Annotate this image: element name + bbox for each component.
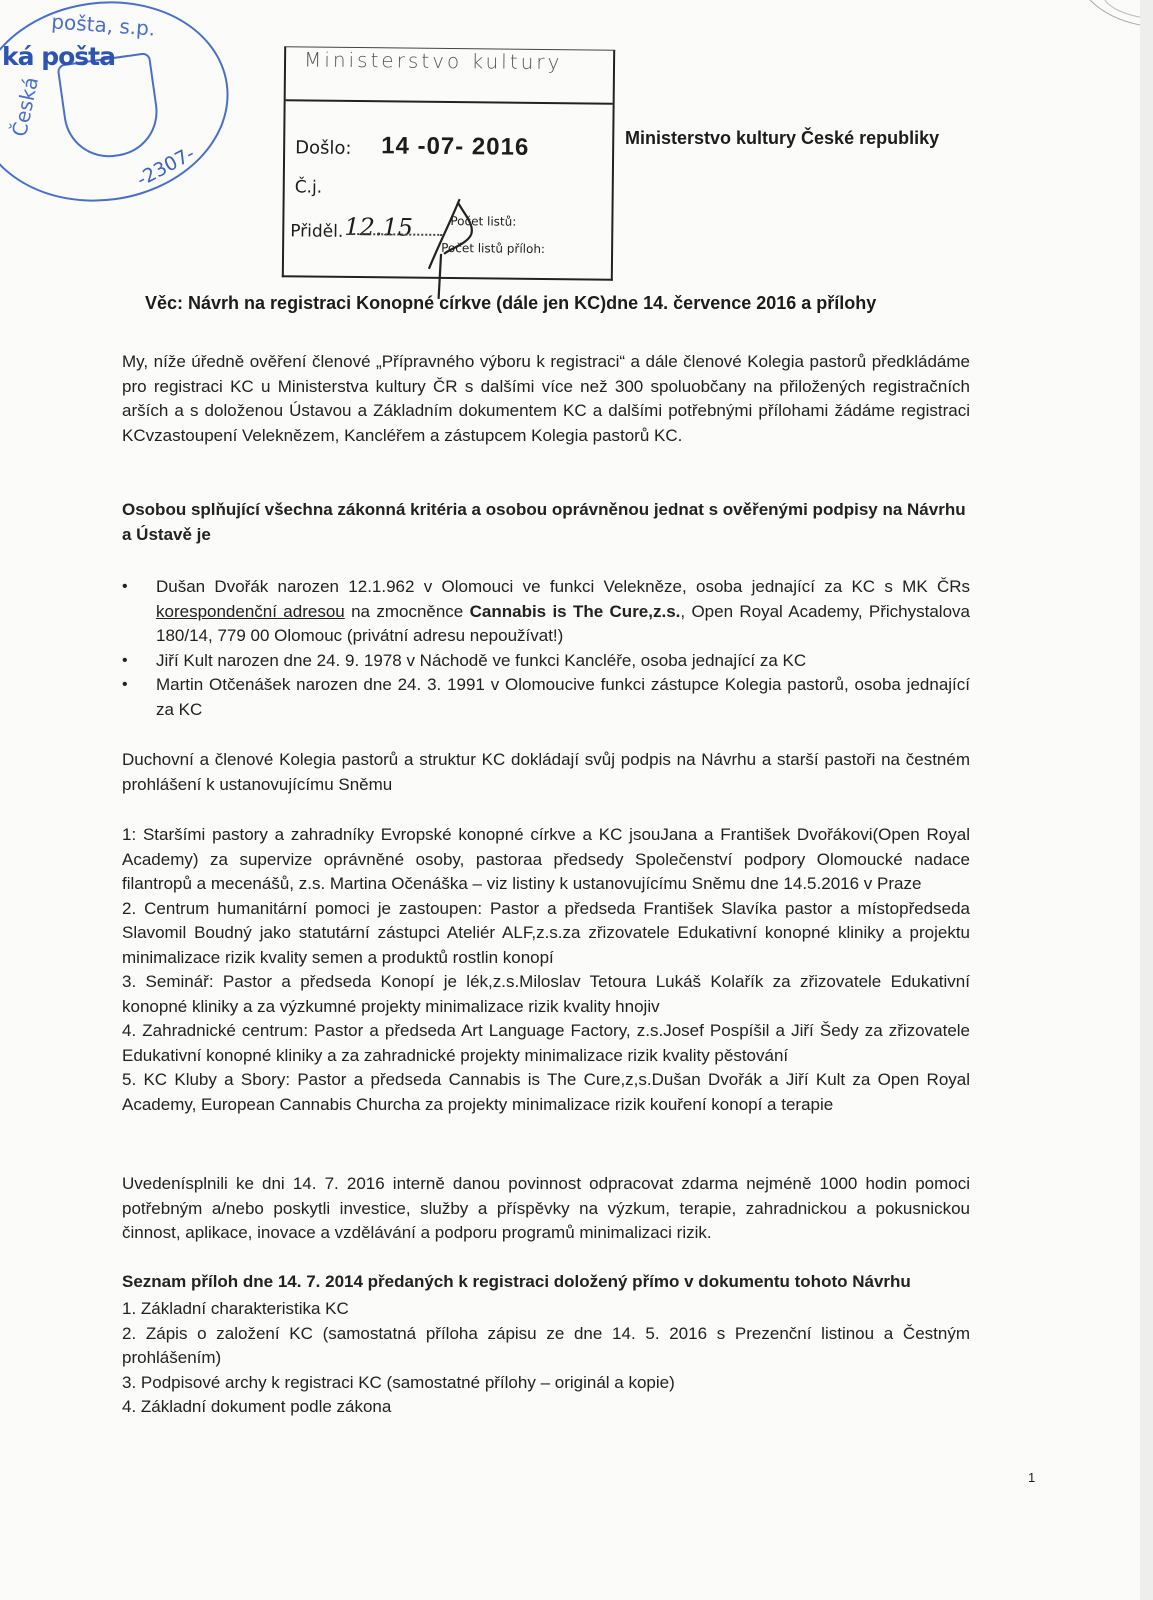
list-item [120,575,970,649]
list-item: 1. Základní charakteristika KC [122,1299,349,1318]
person-1-address: , Open Royal Academy, Přichystalova 180/14, 779 00 Olomouc (privátní adresu nepoužívat!) [156,601,970,645]
list-item: 2. Zápis o založení KC (samostatná příloha zápisu ze dne 14. 5. 2016 s Prezenční listinou a Čestným prohlášením) [122,1323,970,1367]
stamp-arc-text: pošta, s.p. [50,9,157,41]
attachments-list [122,1297,970,1420]
postal-stamp [0,0,242,218]
reference-label: Č.j. [294,177,323,198]
stamp-number: -2307- [133,142,199,192]
list-item: 4. Základní dokument podle zákona [122,1397,392,1416]
page-number: 1 [1028,1470,1036,1485]
receipt-divider [286,99,613,104]
assigned-label: Přiděl. [290,221,344,242]
person-1-text: Dušan Dvořák narozen 12.1.962 v Olomouci ve funkci Velekněze, osoba jednající za KC s MK ČRs [156,577,970,596]
clergy-paragraph: Duchovní a členové Kolegia pastorů a struktur KC dokládají svůj podpis na Návrhu a starší pastoři na čestném prohlášení k ustanovujícímu Sněmu [122,750,970,794]
page-edge [1140,0,1153,1600]
person-1-text-cont: na zmocněnce [344,601,470,621]
attachments-heading: Seznam příloh dne 14. 7. 2014 předaných k registraci doložený přímo v dokumentu tohoto Návrhu [122,1272,911,1291]
list-item: 1: Staršími pastory a zahradníky Evropské konopné církve a KC jsouJana a František Dvořákovi(Open Royal Academy) za supervize oprávněné osoby, pastoraa předsedy Společenství podpory Olomoucké nadace filantropů a mecenášů, z.s. Martina Očenáška – viz listiny k ustanovujícímu Sněmu dne 14.5.2016 v Praze [122,825,970,893]
received-label: Došlo: [295,137,352,159]
list-item: 5. KC Kluby a Sbory: Pastor a předseda Cannabis is The Cure,z,s.Dušan Dvořák a Jiří Kult za Open Royal Academy, European Cannabis Churcha za projekty minimalizace rizik kouření konopí a terapie [122,1070,970,1114]
list-item: • Martin Otčenášek narozen dne 24. 3. 1991 v Olomoucive funkci zástupce Kolegia pastorů, osoba jednající za KC [120,673,970,722]
authorized-persons-list [120,575,970,722]
sheets-label: Počet listů: [450,214,517,229]
proxy-name: Cannabis is The Cure,z.s. [469,601,681,621]
intro-paragraph: My, níže úředně ověření členové „Přípravného výboru k registraci“ a dále členové Kolegia pastorů předkládáme pro registraci KC u Ministerstva kultury ČR s dalšími více než 300 spoluobčany na přiložených registračních arších a s doloženou Ústavou a Základním dokumentem KC a dalšími potřebnými přílohami žádáme registraci KCvzastoupení Veleknězem, Kancléřem a zástupcem Kolegia pastorů KC. [122,352,970,445]
stamp-arc-left-text: Česká [7,74,44,139]
list-item: • Jiří Kult narozen dne 24. 9. 1978 v Náchodě ve funkci Kancléře, osoba jednající za KC [120,649,970,674]
attachment-sheets-label: Počet listů příloh: [441,240,546,257]
subject-line: Věc: Návrh na registraci Konopné církve (dále jen KC)dne 14. července 2016 a přílohy [145,293,877,313]
postal-brand: ká pošta [2,42,115,71]
centers-section [122,823,970,1117]
signature-mark [419,194,490,305]
receipt-org: Ministerstvo kultury [303,47,563,75]
list-item: 3. Podpisové archy k registraci KC (samostatné přílohy – originál a kopie) [122,1372,675,1392]
received-date: 14 -07- 2016 [381,132,530,161]
duty-paragraph: Uvedenísplnili ke dni 14. 7. 2016 interně danou povinnost odpracovat zdarma nejméně 1000 hodin pomoci potřebným a/nebo poskytli investice, služby a příspěvky na výzkum, terapie, zahradnickou a pokusnickou činnost, aplikace, inovace a vzdělávání a podporu programů minimalizaci rizik. [122,1174,970,1242]
list-item: 3. Seminář: Pastor a předseda Konopí je lék,z.s.Miloslav Tetoura Lukáš Kolařík za zřizovatele Edukativní konopné kliniky a za výzkumné projekty minimalizace rizik kvality hnojiv [122,972,970,1016]
list-item: 4. Zahradnické centrum: Pastor a předseda Art Language Factory, z.s.Josef Pospíšil a Jiří Šedy za zřizovatele Edukativní konopné kliniky a za zahradnické projekty minimalizace rizik kvality pěstování [122,1021,970,1065]
receipt-stamp [282,46,615,280]
authorized-persons-heading: Osobou splňující všechna zákonná kritéria a osobou oprávněnou jednat s ověřenými podpisy na Návrhu a Ústavě je [122,500,966,544]
list-item: 2. Centrum humanitární pomoci je zastoupen: Pastor a předseda František Slavíka pastor a místopředseda Slavomil Boudný jako statutární zástupci Ateliér ALF,z.s.za zřizovatele Edukativní konopné kliniky a projektu minimalizace rizik kvality semen a produktů rostlin konopí [122,898,970,967]
assigned-value: 12.15 [344,212,414,242]
addressee: Ministerstvo kultury České republiky [625,128,940,148]
correspondence-address: korespondenční adresou [156,601,345,621]
